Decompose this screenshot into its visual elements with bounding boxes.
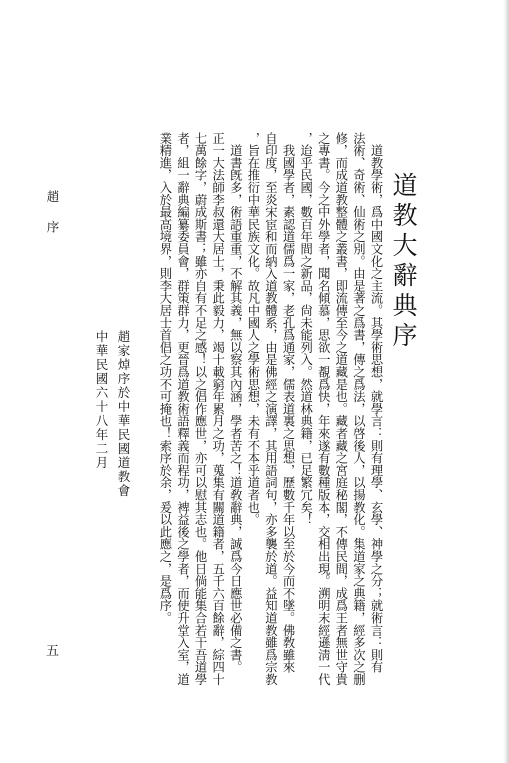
body-line: 道書旣多，術語重重，不解其義，無以察其內涵，學者苦之！道敎辭典，誠爲今日應世必備之書。 (228, 132, 243, 674)
body-line: 業精進，入於最高境界，則李大居士首倡之功不可掩也！索序於余，爰以此應之，是爲序。 (157, 132, 172, 624)
body-line: ，旨在推衍中華民族文化。故凡中國人之學術思想，未有不本乎道者也。 (245, 132, 260, 526)
signature-block (90, 330, 134, 710)
page-edge (503, 0, 509, 763)
body-line: ，迨乎民國，數百年間之新品，尙未能列入。然道林典籍，已足繁冗矣！ (298, 132, 313, 526)
body-line: 法術、奇術、仙術之別。由是著之爲書，傳之爲法，以啓後人，以揚教化。集道家之典籍，經多次之删 (351, 132, 366, 686)
body-line: 道教學術，爲中國文化之主流。其學術思想，就學言：則有理學、玄學、神學之分；就術言：則有 (369, 132, 383, 674)
running-head: 趙序 (45, 190, 60, 251)
body-line: 自印度，至炎宋宦和而納入道教體系，由是佛經之演譯，其用語詞句，亦多襲於道。益知道教雖爲宗教 (263, 132, 278, 686)
page-number: 五 (46, 644, 60, 659)
body-line: 者，組一辭典編纂委員會，群策群力，更晉爲道教術語釋義而程功，裨益後之學者，而使升堂入室，道 (175, 132, 190, 686)
body-line: 修，而成道教整體之叢書，即流傳至今之道藏是也。藏者藏之宮庭秘閣，不傳民間，成爲王者無世守貴 (333, 132, 348, 686)
preface-body (101, 132, 384, 732)
signature-date: 中華民國六十八年二月 (94, 330, 109, 470)
body-line: 我國學者，素認道儒爲一家，老孔爲通家，儒表道裏之思想，歷數千年以至於今而不墜。佛敎雖來 (281, 132, 296, 674)
page-title: 道教大辭典序 (389, 172, 418, 352)
body-line: 之專書。今之中外學者，聞名傾慕，思欲一覩爲快，年來遂有數種版本，交相出現。溯明末經遜淸一代 (316, 132, 331, 686)
body-line: 七萬餘字，蔚成斯書；雖亦自有不足之感！以之倡作應世，亦可以慰其志也。他日倘能集合若干吾道學 (193, 132, 208, 686)
body-line: 正一大法師李叔還大居士，秉此毅力，竭十載窮年累月之功，蒐集有關道籍者，五千六百餘辭，綜四十 (210, 132, 225, 686)
signature-author: 趙家焯序於中華民國道教會 (116, 330, 131, 498)
